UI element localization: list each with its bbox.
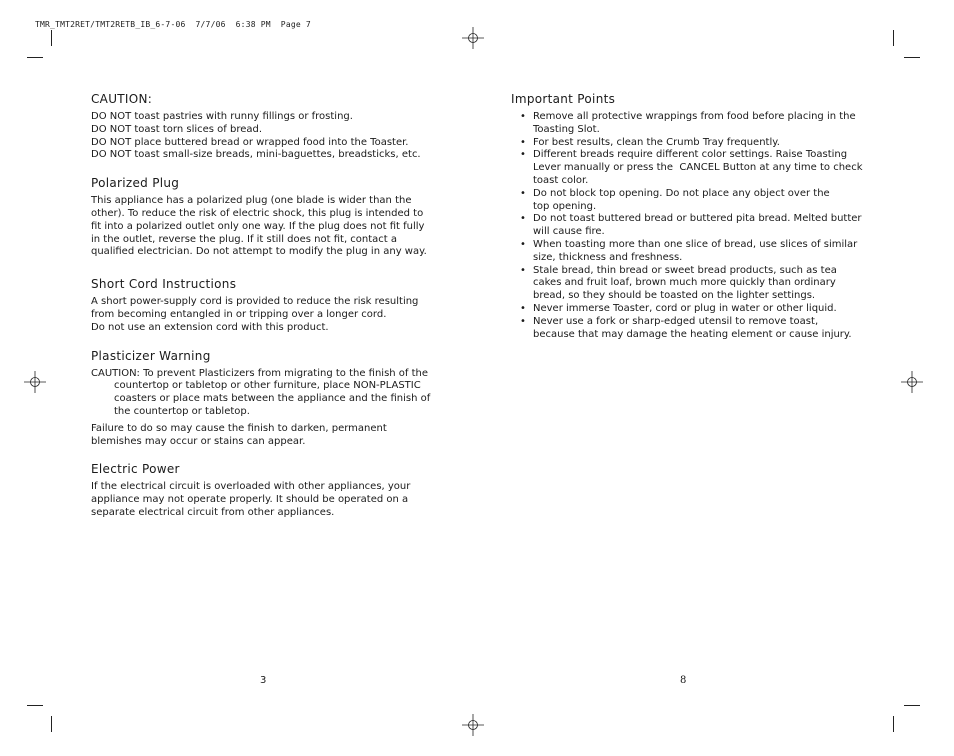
electric-power-section [91, 462, 436, 519]
electric-power-text: If the electrical circuit is overloaded with other appliances, your appliance may not operate properly. It should be operated on a separate electrical circuit from other appliances. [91, 481, 411, 518]
important-point-line: toast color. [533, 174, 589, 186]
short-cord-heading: Short Cord Instructions [91, 277, 237, 292]
short-cord-text: A short power-supply cord is provided to reduce the risk resulting from becoming entangled in or tripping over a longer cord. [91, 296, 419, 320]
important-point-item [511, 316, 861, 342]
crop-mark-top-left-v [51, 30, 52, 46]
important-point-line: size, thickness and freshness. [533, 251, 683, 263]
important-point-item [511, 111, 861, 137]
bullet-icon: • [520, 302, 526, 314]
important-points-list [511, 111, 861, 341]
important-point-line: top opening. [533, 200, 597, 212]
important-point-line: will cause fire. [533, 226, 605, 238]
short-cord-text-extension: Do not use an extension cord with this product. [91, 321, 329, 333]
important-point-line: Lever manually or press the CANCEL Button at any time to check [533, 162, 863, 174]
caution-line: DO NOT toast small-size breads, mini-baguettes, breadsticks, etc. [91, 149, 421, 161]
registration-mark-bottom-icon [462, 714, 484, 736]
important-point-line: cakes and fruit loaf, brown much more quickly than ordinary [533, 277, 836, 289]
crop-mark-top-right-h [904, 57, 920, 58]
important-point-item [511, 137, 861, 150]
bullet-icon: • [520, 149, 526, 161]
caution-line: DO NOT toast pastries with runny fillings or frosting. [91, 111, 353, 122]
plasticizer-failure-text: Failure to do so may cause the finish to darken, permanent blemishes may occur or stains can appear. [91, 422, 387, 447]
bullet-icon: • [520, 213, 526, 225]
polarized-plug-section [91, 176, 436, 259]
bullet-icon: • [520, 264, 526, 276]
caution-section [91, 92, 436, 162]
crop-mark-bottom-right-v [893, 716, 894, 732]
crop-mark-bottom-left-h [27, 705, 43, 706]
important-point-line: Do not block top opening. Do not place any object over the [533, 187, 830, 199]
polarized-plug-heading: Polarized Plug [91, 176, 180, 191]
bullet-icon: • [520, 187, 526, 199]
important-point-item [511, 149, 861, 187]
plasticizer-section [91, 349, 436, 449]
important-point-line: Do not toast buttered bread or buttered pita bread. Melted butter [533, 213, 862, 225]
important-point-line: Never use a fork or sharp-edged utensil to remove toast, [533, 315, 819, 327]
plasticizer-heading: Plasticizer Warning [91, 348, 211, 363]
important-point-item [511, 265, 861, 303]
crop-mark-top-right-v [893, 30, 894, 46]
important-point-line: bread, so they should be toasted on the lighter settings. [533, 290, 816, 302]
important-point-line: When toasting more than one slice of bread, use slices of similar [533, 238, 858, 250]
plasticizer-caution-text: CAUTION: To prevent Plasticizers from migrating to the finish of the countertop or tabletop or other furniture, place NON-PLASTIC coasters or place mats between the appliance and the finish of the countertop or tabletop. [91, 367, 431, 417]
important-point-item [511, 213, 861, 239]
important-point-line: For best results, clean the Crumb Tray frequently. [533, 136, 780, 148]
important-point-item [511, 188, 861, 214]
important-point-item [511, 303, 861, 316]
caution-line: DO NOT place buttered bread or wrapped food into the Toaster. [91, 136, 409, 148]
important-point-line: Toasting Slot. [533, 123, 600, 135]
caution-heading: CAUTION: [91, 92, 153, 106]
registration-mark-left-icon [24, 371, 46, 393]
print-slug: TMR_TMT2RET/TMT2RETB_IB_6-7-06 7/7/06 6:38 PM Page 7 [35, 20, 311, 29]
important-point-line: because that may damage the heating element or cause injury. [533, 328, 852, 340]
page-number-right: 8 [680, 675, 687, 686]
registration-mark-right-icon [901, 371, 923, 393]
bullet-icon: • [520, 238, 526, 250]
short-cord-section [91, 277, 436, 334]
important-point-line: Different breads require different color settings. Raise Toasting [533, 149, 848, 161]
bullet-icon: • [520, 136, 526, 148]
electric-power-heading: Electric Power [91, 462, 180, 477]
important-point-line: Remove all protective wrappings from food before placing in the [533, 111, 856, 122]
important-points-heading: Important Points [511, 92, 616, 106]
bullet-icon: • [520, 111, 526, 122]
crop-mark-bottom-right-h [904, 705, 920, 706]
important-point-line: Stale bread, thin bread or sweet bread products, such as tea [533, 264, 837, 276]
page-number-left: 3 [260, 675, 267, 686]
important-point-line: Never immerse Toaster, cord or plug in water or other liquid. [533, 302, 837, 314]
polarized-plug-text: This appliance has a polarized plug (one blade is wider than the other). To reduce the risk of electric shock, this plug is intended to fit into a polarized outlet only one way. If the plug does not fit fully in the outlet, reverse the plug. If it still does not fit, contact a qualified electrician. Do not attempt to modify the plug in any way. [91, 195, 427, 258]
registration-mark-top-icon [462, 27, 484, 49]
crop-mark-bottom-left-v [51, 716, 52, 732]
caution-line: DO NOT toast torn slices of bread. [91, 123, 263, 135]
right-page-column [511, 92, 861, 341]
important-point-item [511, 239, 861, 265]
bullet-icon: • [520, 315, 526, 327]
left-page-column [91, 92, 436, 534]
crop-mark-top-left-h [27, 57, 43, 58]
